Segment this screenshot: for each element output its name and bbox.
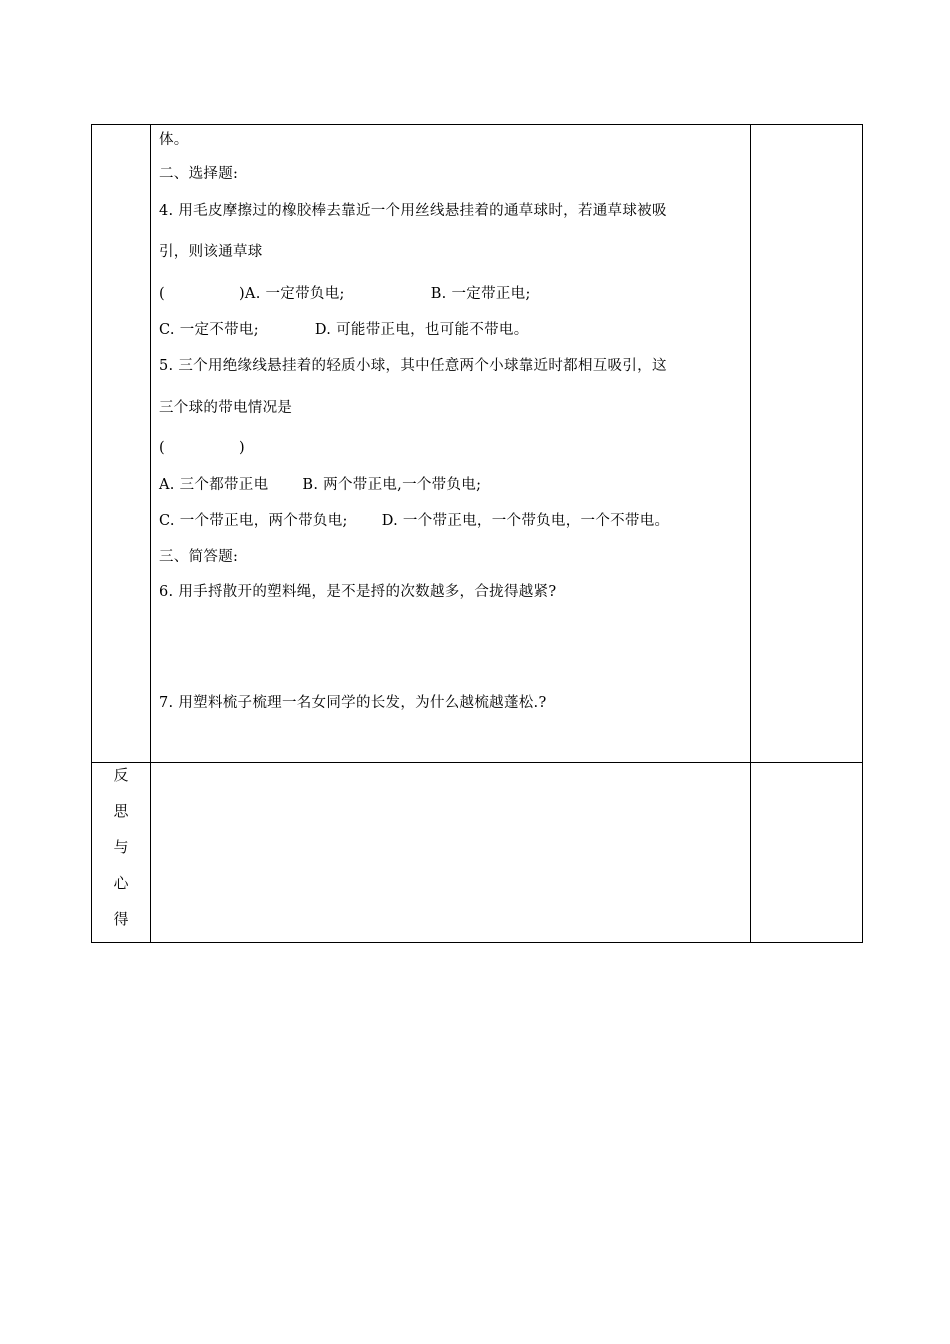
reflection-label-char: 思 xyxy=(113,802,129,820)
question-6-text: 6. 用手捋散开的塑料绳，是不是捋的次数越多，合拢得越紧? xyxy=(159,584,557,600)
section-heading-multiple-choice: 二、选择题: xyxy=(159,166,239,182)
worksheet-table xyxy=(91,124,863,943)
option-c: C. 一个带正电，两个带负电; xyxy=(159,513,348,529)
option-b: B. 两个带正电,一个带负电; xyxy=(302,477,482,493)
row-divider xyxy=(92,762,862,763)
answer-blank: ( ) xyxy=(159,286,245,302)
option-d: D. 一个带正电，一个带负电，一个不带电。 xyxy=(381,513,670,529)
question-5-options-row-2 xyxy=(159,511,669,531)
question-5-text-continued: 三个球的带电情况是 xyxy=(159,400,293,416)
option-a: A. 三个都带正电 xyxy=(159,477,269,493)
column-divider-left xyxy=(150,125,151,942)
section-heading-short-answer: 三、简答题: xyxy=(159,549,239,565)
column-divider-right xyxy=(750,125,751,942)
option-c: C. 一定不带电; xyxy=(159,322,259,338)
question-7-text: 7. 用塑料梳子梳理一名女同学的长发，为什么越梳越蓬松.? xyxy=(159,695,547,711)
question-4-text: 4. 用毛皮摩擦过的橡胶棒去靠近一个用丝线悬挂着的通草球时，若通草球被吸 xyxy=(159,203,667,219)
question-4-text-continued: 引，则该通草球 xyxy=(159,244,263,260)
question-4-options-row-2 xyxy=(159,320,529,340)
option-a: A. 一定带负电; xyxy=(244,286,345,302)
question-5-text: 5. 三个用绝缘线悬挂着的轻质小球，其中任意两个小球靠近时都相互吸引，这 xyxy=(159,358,667,374)
continued-text: 体。 xyxy=(159,132,189,148)
question-4-options-row-1 xyxy=(159,284,531,304)
answer-blank: ( ) xyxy=(159,440,245,456)
reflection-label-char: 反 xyxy=(113,766,129,784)
reflection-label-char: 心 xyxy=(113,874,129,892)
option-d: D. 可能带正电，也可能不带电。 xyxy=(314,322,529,338)
option-b: B. 一定带正电; xyxy=(430,286,531,302)
reflection-label-char: 与 xyxy=(113,838,129,856)
reflection-label-char: 得 xyxy=(113,910,129,928)
question-5-options-row-1 xyxy=(159,475,481,495)
